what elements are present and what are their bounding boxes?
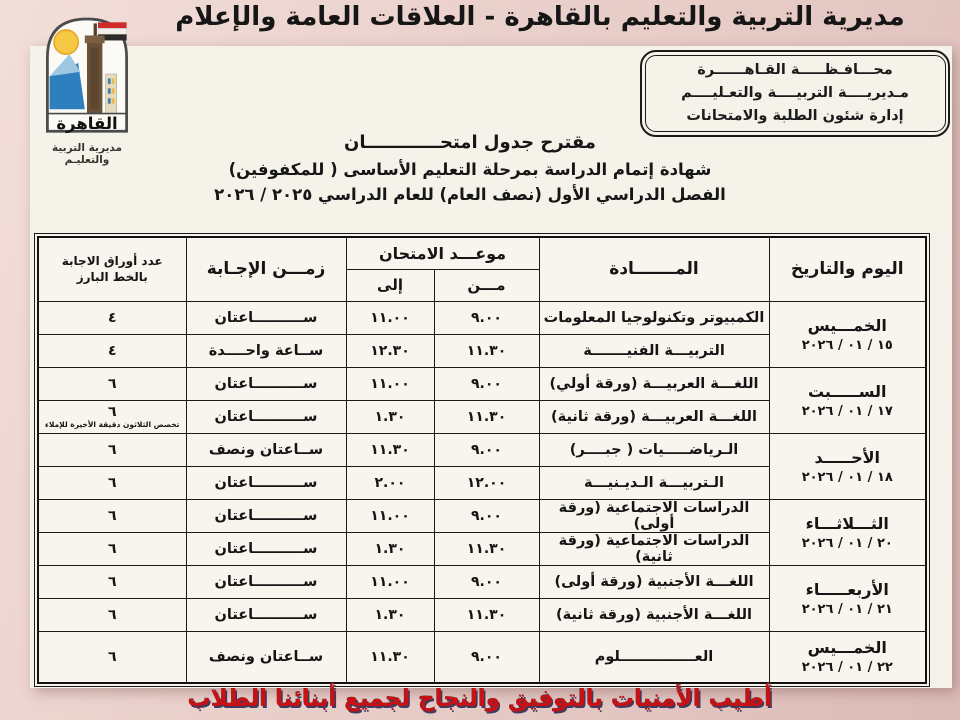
subject-cell: الـرياضـــــيات ( جبــــر) — [539, 433, 769, 466]
day-date: ١٨ / ٠١ / ٢٠٢٦ — [801, 469, 893, 485]
logo-caption: مديرية التربية والتعليـم — [52, 142, 122, 166]
col-header-sheets-line1: عدد أوراق الاجابة — [61, 254, 163, 269]
time-from-cell: ٩.٠٠ — [434, 367, 539, 400]
col-header-day-date: اليوم والتاريخ — [769, 237, 926, 301]
title-line-1: مقترح جدول امتحــــــــــــان — [344, 132, 596, 153]
day-cell — [769, 367, 926, 433]
duration-cell: ســــــــــاعتان — [186, 565, 346, 598]
col-header-sheets-line2: بالخط البارز — [76, 270, 148, 285]
time-from-cell: ١٢.٠٠ — [434, 466, 539, 499]
day-date: ٢٠ / ٠١ / ٢٠٢٦ — [801, 535, 893, 551]
time-to-cell: ١١.٣٠ — [346, 433, 434, 466]
sheets-cell: ٦ — [38, 499, 186, 532]
day-name: الخمـــيس — [807, 315, 887, 335]
duration-cell: ســــــــــاعتان — [186, 598, 346, 631]
table-row — [38, 499, 926, 532]
stamp-line-administration: إدارة شئون الطلبة والامتحانات — [686, 107, 904, 124]
table-row — [38, 565, 926, 598]
sheets-cell: ٦ — [38, 433, 186, 466]
sheets-cell — [38, 400, 186, 433]
col-header-from: مـــن — [434, 269, 539, 301]
col-header-to: إلى — [346, 269, 434, 301]
sheets-cell: ٦ — [38, 598, 186, 631]
title-line-2: شهادة إتمام الدراسة بمرحلة التعليم الأساسى ( للمكفوفين) — [228, 159, 712, 179]
time-to-cell: ١٢.٣٠ — [346, 334, 434, 367]
page-title: مديرية التربية والتعليم بالقاهرة - العلاقات العامة والإعلام — [175, 2, 905, 32]
time-to-cell: ١١.٠٠ — [346, 565, 434, 598]
col-header-duration: زمـــن الإجـابة — [186, 237, 346, 301]
cairo-directorate-logo — [28, 8, 146, 166]
time-from-cell: ١١.٣٠ — [434, 334, 539, 367]
subject-cell: العـــــــــــــــلوم — [539, 631, 769, 683]
duration-cell: ســــــــــاعتان — [186, 367, 346, 400]
document-title-block — [150, 129, 790, 208]
duration-cell: ســــــــــاعتان — [186, 400, 346, 433]
exam-schedule-table — [37, 236, 927, 684]
day-cell — [769, 499, 926, 565]
subject-cell: اللغـــة الأجنبية (ورقة أولى) — [539, 565, 769, 598]
logo-graphic — [31, 8, 143, 140]
time-from-cell: ٩.٠٠ — [434, 301, 539, 334]
day-date: ٢١ / ٠١ / ٢٠٢٦ — [801, 601, 893, 617]
duration-cell: ســــــــــاعتان — [186, 532, 346, 565]
day-cell — [769, 631, 926, 683]
time-from-cell: ٩.٠٠ — [434, 565, 539, 598]
time-from-cell: ١١.٣٠ — [434, 532, 539, 565]
table-row — [38, 631, 926, 683]
stamp-inner-border — [645, 55, 946, 133]
sheets-cell: ٤ — [38, 301, 186, 334]
duration-cell: ســاعة واحــــدة — [186, 334, 346, 367]
time-to-cell: ١١.٣٠ — [346, 631, 434, 683]
day-date: ١٧ / ٠١ / ٢٠٢٦ — [801, 403, 893, 419]
day-cell — [769, 433, 926, 499]
time-to-cell: ١١.٠٠ — [346, 499, 434, 532]
col-header-exam-time: موعـــد الامتحان — [346, 237, 539, 269]
sheets-count: ٦ — [107, 403, 117, 420]
duration-cell: ســــــــــاعتان — [186, 466, 346, 499]
day-cell — [769, 301, 926, 367]
day-name: الأحـــــد — [814, 447, 880, 467]
subject-cell: الدراسات الاجتماعية (ورقة أولى) — [539, 499, 769, 532]
day-date: ٢٢ / ٠١ / ٢٠٢٦ — [801, 660, 893, 676]
col-header-subject: المـــــــادة — [539, 237, 769, 301]
day-name: الأربعـــــاء — [805, 579, 889, 599]
subject-cell: اللغـــة العربيـــة (ورقة ثانية) — [539, 400, 769, 433]
sheets-cell: ٦ — [38, 466, 186, 499]
time-to-cell: ١١.٠٠ — [346, 367, 434, 400]
time-from-cell: ٩.٠٠ — [434, 433, 539, 466]
sun-icon — [54, 30, 78, 54]
day-cell — [769, 565, 926, 631]
duration-cell: ســــــــــاعتان — [186, 499, 346, 532]
duration-cell: ســــــــــاعتان — [186, 301, 346, 334]
sheets-cell: ٦ — [38, 367, 186, 400]
table-row — [38, 301, 926, 334]
stamp-outer-border — [640, 50, 950, 137]
day-name: الثـــلاثـــاء — [805, 513, 889, 533]
day-name: الســـــبت — [807, 381, 887, 401]
stamp-line-governorate: محـــافـظـــــة القـاهــــــرة — [697, 61, 893, 78]
time-from-cell: ١١.٣٠ — [434, 598, 539, 631]
subject-cell: الكمبيوتر وتكنولوجيا المعلومات — [539, 301, 769, 334]
col-header-sheets — [38, 237, 186, 301]
day-date: ١٥ / ٠١ / ٢٠٢٦ — [801, 337, 893, 353]
title-line-3: الفصل الدراسي الأول (نصف العام) للعام الدراسي ٢٠٢٥ / ٢٠٢٦ — [214, 185, 726, 205]
office-stamp-box — [640, 50, 950, 137]
dictation-note: تخصص الثلاثون دقيقة الأخيرة للإملاء — [44, 419, 180, 429]
subject-cell: الدراسات الاجتماعية (ورقة ثانية) — [539, 532, 769, 565]
buildings-icon — [106, 74, 117, 114]
day-name: الخمـــيس — [807, 638, 887, 658]
time-to-cell: ١.٣٠ — [346, 598, 434, 631]
duration-cell: ســاعتان ونصف — [186, 631, 346, 683]
duration-cell: ســاعتان ونصف — [186, 433, 346, 466]
subject-cell: اللغـــة العربيـــة (ورقة أولي) — [539, 367, 769, 400]
sheets-cell: ٤ — [38, 334, 186, 367]
time-to-cell: ١.٣٠ — [346, 400, 434, 433]
subject-cell: اللغـــة الأجنبية (ورقة ثانية) — [539, 598, 769, 631]
cairo-tower-icon — [85, 23, 105, 113]
time-from-cell: ١١.٣٠ — [434, 400, 539, 433]
sheets-cell: ٦ — [38, 532, 186, 565]
subject-cell: الـتربيـــة الـديـنيـــة — [539, 466, 769, 499]
subject-cell: التربيـــة الفنيـــــــة — [539, 334, 769, 367]
footer-wishes-message: أطيب الأمنيات بالتوفيق والنجاح لجميع أبنائنا الطلاب — [187, 686, 773, 712]
sheets-cell: ٦ — [38, 565, 186, 598]
table-row — [38, 367, 926, 400]
time-from-cell: ٩.٠٠ — [434, 631, 539, 683]
stamp-line-directorate: مـديريــــة التربيــــة والتعـليــــم — [681, 84, 909, 101]
table-row — [38, 433, 926, 466]
sheets-cell: ٦ — [38, 631, 186, 683]
time-to-cell: ١١.٠٠ — [346, 301, 434, 334]
time-from-cell: ٩.٠٠ — [434, 499, 539, 532]
time-to-cell: ١.٣٠ — [346, 532, 434, 565]
time-to-cell: ٢.٠٠ — [346, 466, 434, 499]
logo-city-label: القاهرة — [56, 113, 118, 133]
